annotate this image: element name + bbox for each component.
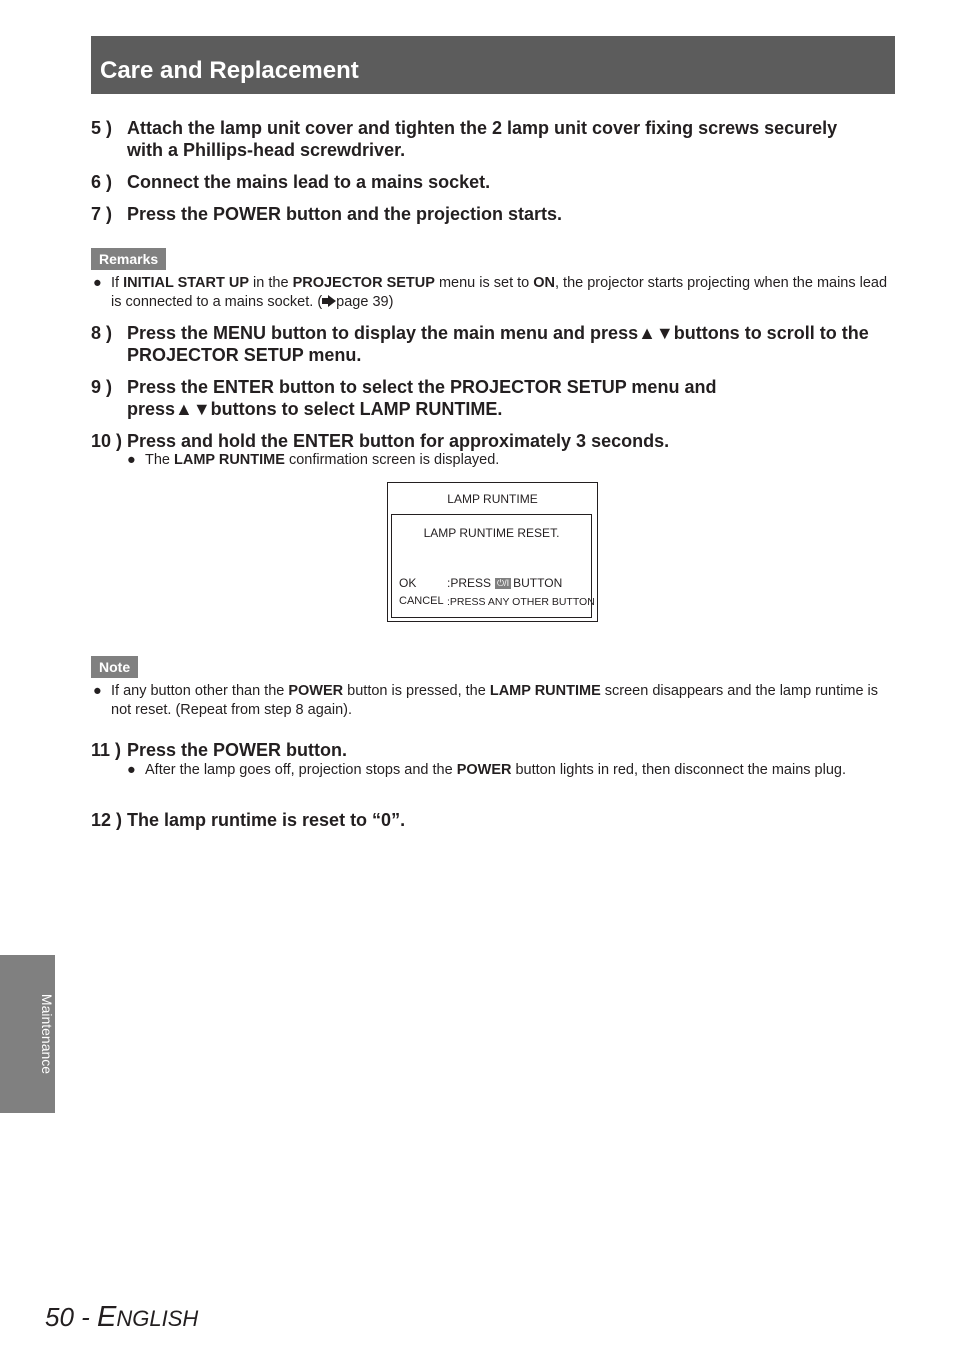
step-text: Press the MENU button to display the main menu and press▲▼buttons to scroll to the PROJECTOR SETUP menu. — [127, 323, 869, 365]
remarks-text: If INITIAL START UP in the PROJECTOR SETUP menu is set to ON, the projector starts projecting when the mains lead is connected to a mains socket. ( page 39) — [111, 275, 888, 310]
remarks-label: Remarks — [91, 248, 166, 270]
page-footer — [45, 1300, 198, 1336]
step-6 — [91, 171, 891, 193]
step-text: Press the POWER button. — [127, 740, 348, 760]
page-title: Care and Replacement — [100, 57, 359, 84]
ok-label: OK — [399, 576, 417, 590]
step-number: 6 ) — [91, 172, 113, 192]
step-number: 11 ) — [91, 740, 122, 760]
bullet-dot: ● — [127, 452, 136, 468]
step-12 — [91, 809, 891, 831]
step-10-bullet-text: The LAMP RUNTIME confirmation screen is displayed. — [145, 452, 500, 468]
page-header — [91, 36, 895, 94]
lamp-runtime-screen — [387, 482, 598, 622]
ok-instruction: :PRESS ⏻/I BUTTON — [447, 576, 563, 590]
step-text: The lamp runtime is reset to “0”. — [127, 810, 406, 830]
step-7 — [91, 203, 891, 225]
step-number: 9 ) — [91, 377, 113, 397]
step-11 — [91, 739, 891, 761]
step-text: Press and hold the ENTER button for approximately 3 seconds. — [127, 431, 670, 451]
note-label: Note — [91, 656, 138, 678]
step-text: Press the POWER button and the projection starts. — [127, 204, 563, 224]
step-text: Press the ENTER button to select the PROJECTOR SETUP menu and press▲▼buttons to select LAMP RUNTIME. — [127, 377, 717, 419]
step-10 — [91, 430, 891, 452]
section-tab-label: Maintenance — [39, 993, 55, 1075]
power-key-icon: ⏻/I — [497, 578, 510, 588]
step-10-bullet — [127, 451, 887, 470]
bullet-dot: ● — [93, 683, 102, 699]
step-number: 7 ) — [91, 204, 113, 224]
step-9 — [91, 376, 891, 420]
screen-title: LAMP RUNTIME — [447, 492, 538, 506]
language-rest: NGLISH — [116, 1306, 199, 1331]
step-5 — [91, 117, 891, 161]
reset-dialog — [391, 514, 595, 618]
step-text: Connect the mains lead to a mains socket. — [127, 172, 491, 192]
step-text: Attach the lamp unit cover and tighten the 2 lamp unit cover fixing screws securely with a Phillips-head screwdriver. — [127, 118, 838, 160]
bullet-dot: ● — [93, 275, 102, 291]
dialog-title: LAMP RUNTIME RESET. — [423, 526, 560, 540]
note-text: If any button other than the POWER button is pressed, the LAMP RUNTIME screen disappears and the lamp runtime is not reset. (Repeat from step 8 again). — [111, 683, 879, 718]
step-11-bullet-text: After the lamp goes off, projection stops and the POWER button lights in red, then disconnect the mains plug. — [145, 762, 846, 778]
arrow-right-icon — [322, 295, 336, 307]
bullet-dot: ● — [127, 762, 136, 778]
remarks-bullet — [93, 274, 889, 312]
step-number: 8 ) — [91, 323, 113, 343]
cancel-instruction: :PRESS ANY OTHER BUTTON — [447, 596, 595, 608]
step-11-bullet — [127, 761, 887, 780]
language-initial: E — [97, 1301, 117, 1333]
cancel-label: CANCEL — [399, 595, 444, 607]
note-bullet — [93, 682, 889, 720]
step-number: 12 ) — [91, 810, 123, 830]
step-number: 5 ) — [91, 118, 113, 138]
step-8 — [91, 322, 891, 366]
step-number: 10 ) — [91, 431, 123, 451]
section-tab — [0, 955, 55, 1113]
page-number: 50 - — [45, 1302, 98, 1332]
